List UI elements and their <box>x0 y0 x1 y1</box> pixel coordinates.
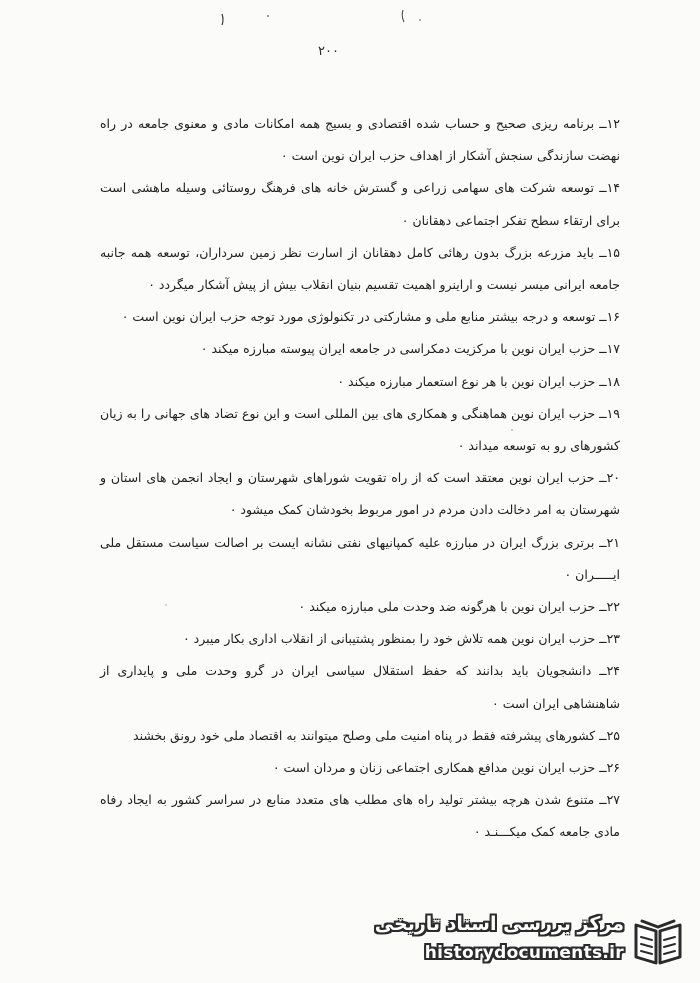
list-item: ۲۳ــ حزب ایران نوین همه تلاش خود را بمنظور پشتیبانی از انقلاب اداری بکار میبرد ۰ <box>182 631 620 647</box>
watermark-title: مرکز بررسی اسناد تاریخی <box>374 913 624 935</box>
list-item: ۱۷ــ حزب ایران نوین با مرکزیت دمکراسی در جامعه ایران پیوسته مبارزه میکند ۰ <box>200 341 620 357</box>
list-item: ۲۷ــ متنوع شدن هرچه بیشتر تولید راه های مطلب های متعدد منابع در سراسر کشور به ایجاد رفاه مادی جامعه کمک میکـــنـد ۰ <box>100 792 620 840</box>
open-book-logo-icon <box>632 917 684 967</box>
list-item: ۲۰ــ حزب ایران نوین معتقد است که از راه تقویت شوراهای شهرستان و ایجاد انجمن های استان و شهرستان به امر دخالت دادن مردم در امور مربوط بخودشان کمک میشود ۰ <box>100 470 620 518</box>
list-item: ۱۹ــ حزب ایران نوین هماهنگی و همکاری های بین المللی است و این نوع تضاد های جهانی را به زیان کشورهای رو به توسعه میداند ۰ <box>100 405 620 454</box>
list-item: ۱۶ــ توسعه و درجه بیشتر منابع ملی و مشارکتی در تکنولوژی مورد توجه حزب ایران نوین است ۰ <box>121 309 620 325</box>
list-item: ۲۴ــ دانشجویان باید بدانند که حفظ استقلال سیاسی ایران در گرو وحدت ملی و پایداری از شاهنشاهی ایران است ۰ <box>100 663 620 711</box>
list-item: ۲۵ــ کشورهای پیشرفته فقط در پناه امنیت ملی وصلح میتوانند به اقتصاد ملی خود رونق بخشند <box>133 727 620 743</box>
list-item: ۲۱ــ برتری بزرگ ایران در مبارزه علیه کمپانیهای نفتی نشانه ایست بر اصالت سیاست مستقل ملی ایـــــران ۰ <box>100 534 620 582</box>
document-body <box>100 108 620 849</box>
watermark <box>374 911 688 971</box>
list-item: ۱۸ــ حزب ایران نوین با هر نوع استعمار مبارزه میکند ۰ <box>337 373 620 389</box>
list-item: ۱۲ــ برنامه ریزی صحیح و حساب شده اقتصادی و بسیج همه امکانات مادی و معنوی جامعه در راه نهضت سازندگی سنجش آشکار از اهداف حزب ایران نوین است ۰ <box>100 116 620 164</box>
page-number: ۲۰۰ <box>318 44 339 59</box>
list-item: ۱۴ــ توسعه شرکت های سهامی زراعی و گسترش خانه های فرهنگ روستائی وسیله ماهشی است برای ارتقاء سطح تفکر اجتماعی دهقانان ۰ <box>100 180 620 228</box>
list-item: ۲۶ــ حزب ایران نوین مدافع همکاری اجتماعی زنان و مردان است ۰ <box>272 760 620 776</box>
watermark-url: historydocuments.ir <box>424 943 624 963</box>
list-item: ۲۲ــ حزب ایران نوین با هرگونه ضد وحدت ملی مبارزه میکند ۰ <box>298 599 620 615</box>
list-item: ۱۵ــ باید مزرعه بزرگ بدون رهائی کامل دهقانان از اسارت نظر زمین سرداران، توسعه همه جانبه جامعه ایرانی میسر نیست و اراینرو اهمیت تقسیم بنیان انقلاب بیش از پیش آشکار میگردد ۰ <box>100 244 620 293</box>
